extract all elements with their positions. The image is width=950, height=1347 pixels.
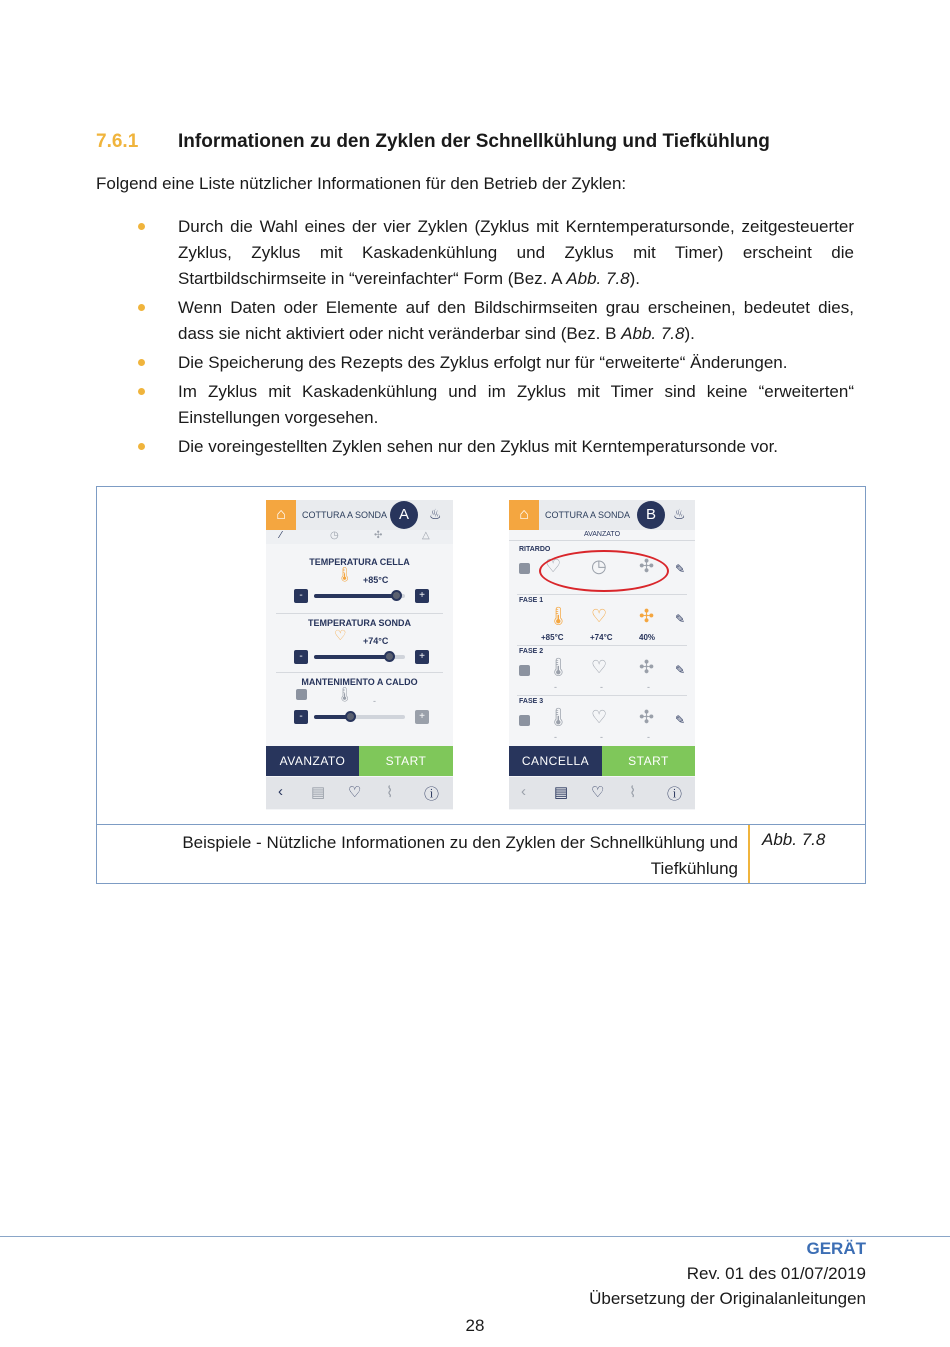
divider [517, 645, 687, 646]
phase2-checkbox[interactable] [519, 665, 530, 676]
fan-icon: ✣ [639, 657, 655, 677]
fan-icon: ✣ [639, 556, 655, 576]
cell-temp-value: +85°C [363, 575, 389, 585]
home-icon[interactable]: ⌂ [509, 500, 539, 530]
tab-strip [266, 530, 453, 544]
delta-t-tab-icon[interactable]: △ [422, 530, 430, 541]
divider [276, 613, 443, 614]
intro-text: Folgend eine Liste nützlicher Informationen für den Betrieb der Zyklen: [96, 174, 627, 193]
back-icon[interactable]: ‹ [521, 783, 526, 800]
callout-badge: A [390, 501, 418, 529]
hold-warm-slider-knob[interactable] [345, 711, 356, 722]
home-icon[interactable]: ⌂ [266, 500, 296, 530]
phase2-cell-value: - [554, 682, 557, 692]
cell-temp-plus-button[interactable]: + [415, 589, 429, 603]
screen-subtitle: AVANZATO [583, 531, 621, 538]
cell-temp-slider-fill [314, 594, 396, 598]
probe-temp-slider-fill [314, 655, 389, 659]
probe-tab-icon[interactable]: ⁄ [280, 530, 282, 541]
divider [509, 540, 695, 541]
list-item: Durch die Wahl eines der vier Zyklen (Zyklus mit Kerntemperatursonde, zeitgesteuerter Zyklus, Zyklus mit Kaskadenkühlung und Zyklus mit Timer) erscheint die Startbildschirmseite in “vereinfachter“ Form (Bez. A Abb. 7.8). [138, 214, 854, 292]
bullet-list [138, 214, 854, 463]
probe-temp-minus-button[interactable]: - [294, 650, 308, 664]
footer-revision: Rev. 01 des 01/07/2019 [686, 1264, 866, 1283]
probe-temp-value: +74°C [363, 636, 389, 646]
probe-temp-plus-button[interactable]: + [415, 650, 429, 664]
screen-title: COTTURA A SONDA [545, 510, 631, 520]
probe-heart-icon[interactable]: ♡ [591, 784, 605, 801]
back-icon[interactable]: ‹ [278, 783, 283, 800]
bullet-icon [138, 388, 145, 395]
divider [517, 594, 687, 595]
hold-warm-value: - [373, 696, 376, 706]
phase3-label: FASE 3 [519, 698, 544, 705]
probe-icon: ♡ [334, 627, 347, 643]
chef-icon[interactable]: ♨ [673, 506, 686, 522]
thermometer-icon: 🌡 [547, 657, 570, 677]
list-item: Wenn Daten oder Elemente auf den Bildschirmseiten grau erscheinen, bedeutet dies, dass sie nicht aktiviert oder nicht veränderbar sind (Bez. B Abb. 7.8). [138, 295, 854, 347]
phase1-fan-value: 40% [639, 633, 656, 642]
phase3-checkbox[interactable] [519, 715, 530, 726]
chef-icon[interactable]: ♨ [429, 506, 442, 522]
fan-tab-icon[interactable]: ✣ [374, 530, 383, 541]
callout-badge: B [637, 501, 665, 529]
footer-translation: Übersetzung der Originalanleitungen [589, 1289, 866, 1308]
bullet-icon [138, 443, 145, 450]
bottom-nav [509, 777, 695, 809]
phase1-label: FASE 1 [519, 597, 544, 604]
caption-separator [748, 825, 750, 883]
help-icon[interactable]: ⓘ [667, 786, 683, 803]
list-item: Im Zyklus mit Kaskadenkühlung und im Zyklus mit Timer sind keine “erweiterten“ Einstellungen vorgesehen. [138, 379, 854, 431]
page-number: 28 [465, 1316, 485, 1335]
highlight-ellipse [539, 550, 669, 592]
screen-a [266, 500, 453, 810]
thermometer-icon: 🌡 [547, 606, 570, 626]
clock-tab-icon[interactable]: ◷ [330, 530, 339, 541]
cell-temp-label: TEMPERATURA CELLA [309, 557, 410, 567]
chart-icon[interactable]: ⌇ [386, 784, 394, 801]
probe-temp-slider-knob[interactable] [384, 651, 395, 662]
figure-caption-divider [96, 824, 866, 825]
footer-chapter: GERÄT [806, 1239, 866, 1258]
phase3-probe-value: - [600, 732, 603, 742]
probe-temp-label: TEMPERATURA SONDA [308, 618, 411, 628]
book-icon[interactable]: ▤ [554, 784, 569, 801]
bullet-icon [138, 304, 145, 311]
thermometer-icon: 🌡 [336, 686, 354, 702]
phase2-fan-value: - [647, 682, 650, 692]
book-icon[interactable]: ▤ [311, 784, 326, 801]
list-item: Die Speicherung des Rezepts des Zyklus erfolgt nur für “erweiterte“ Änderungen. [138, 350, 854, 376]
screen-title: COTTURA A SONDA [302, 510, 388, 520]
screen-b [509, 500, 695, 810]
screen-header [266, 500, 453, 530]
fan-icon: ✣ [639, 606, 655, 626]
divider [517, 695, 687, 696]
list-item: Die voreingestellten Zyklen sehen nur den Zyklus mit Kerntemperatursonde vor. [138, 434, 854, 460]
phase2-label: FASE 2 [519, 648, 544, 655]
edit-pencil-icon[interactable]: ✎ [675, 663, 686, 677]
cancel-button[interactable]: CANCELLA [509, 746, 602, 776]
advanced-button[interactable]: AVANZATO [266, 746, 359, 776]
phase1-probe-value: +74°C [590, 633, 613, 642]
section-number: 7.6.1 [96, 131, 139, 152]
edit-pencil-icon[interactable]: ✎ [675, 612, 686, 626]
help-icon[interactable]: ⓘ [424, 786, 440, 803]
cell-temp-slider-knob[interactable] [391, 590, 402, 601]
edit-pencil-icon[interactable]: ✎ [675, 562, 686, 576]
hold-warm-minus-button[interactable]: - [294, 710, 308, 724]
chart-icon[interactable]: ⌇ [629, 784, 637, 801]
hold-warm-checkbox[interactable] [296, 689, 307, 700]
probe-heart-icon: ♡ [545, 556, 562, 576]
probe-heart-icon: ♡ [591, 657, 608, 677]
clock-icon: ◷ [591, 556, 607, 576]
start-button[interactable]: START [602, 746, 695, 776]
hold-warm-label: MANTENIMENTO A CALDO [301, 677, 418, 687]
delay-label: RITARDO [519, 546, 551, 553]
edit-pencil-icon[interactable]: ✎ [675, 713, 686, 727]
cell-temp-minus-button[interactable]: - [294, 589, 308, 603]
phase2-probe-value: - [600, 682, 603, 692]
footer-rule [0, 1236, 950, 1237]
phase3-cell-value: - [554, 732, 557, 742]
phase3-fan-value: - [647, 732, 650, 742]
probe-heart-icon: ♡ [591, 606, 608, 626]
delay-checkbox[interactable] [519, 563, 530, 574]
figure-caption: Beispiele - Nützliche Informationen zu den Zyklen der Schnellkühlung und Tiefkühlung [182, 833, 738, 878]
bullet-icon [138, 359, 145, 366]
bullet-icon [138, 223, 145, 230]
phase1-cell-value: +85°C [541, 633, 564, 642]
hold-warm-plus-button[interactable]: + [415, 710, 429, 724]
thermometer-icon: 🌡 [547, 707, 570, 727]
start-button[interactable]: START [359, 746, 453, 776]
divider [276, 672, 443, 673]
screen-header [509, 500, 695, 530]
probe-heart-icon[interactable]: ♡ [348, 784, 362, 801]
figure-reference: Abb. 7.8 [762, 830, 826, 849]
thermometer-icon: 🌡 [336, 566, 354, 582]
bottom-nav [266, 777, 453, 809]
section-title: Informationen zu den Zyklen der Schnellkühlung und Tiefkühlung [178, 131, 770, 152]
fan-icon: ✣ [639, 707, 655, 727]
probe-heart-icon: ♡ [591, 707, 608, 727]
